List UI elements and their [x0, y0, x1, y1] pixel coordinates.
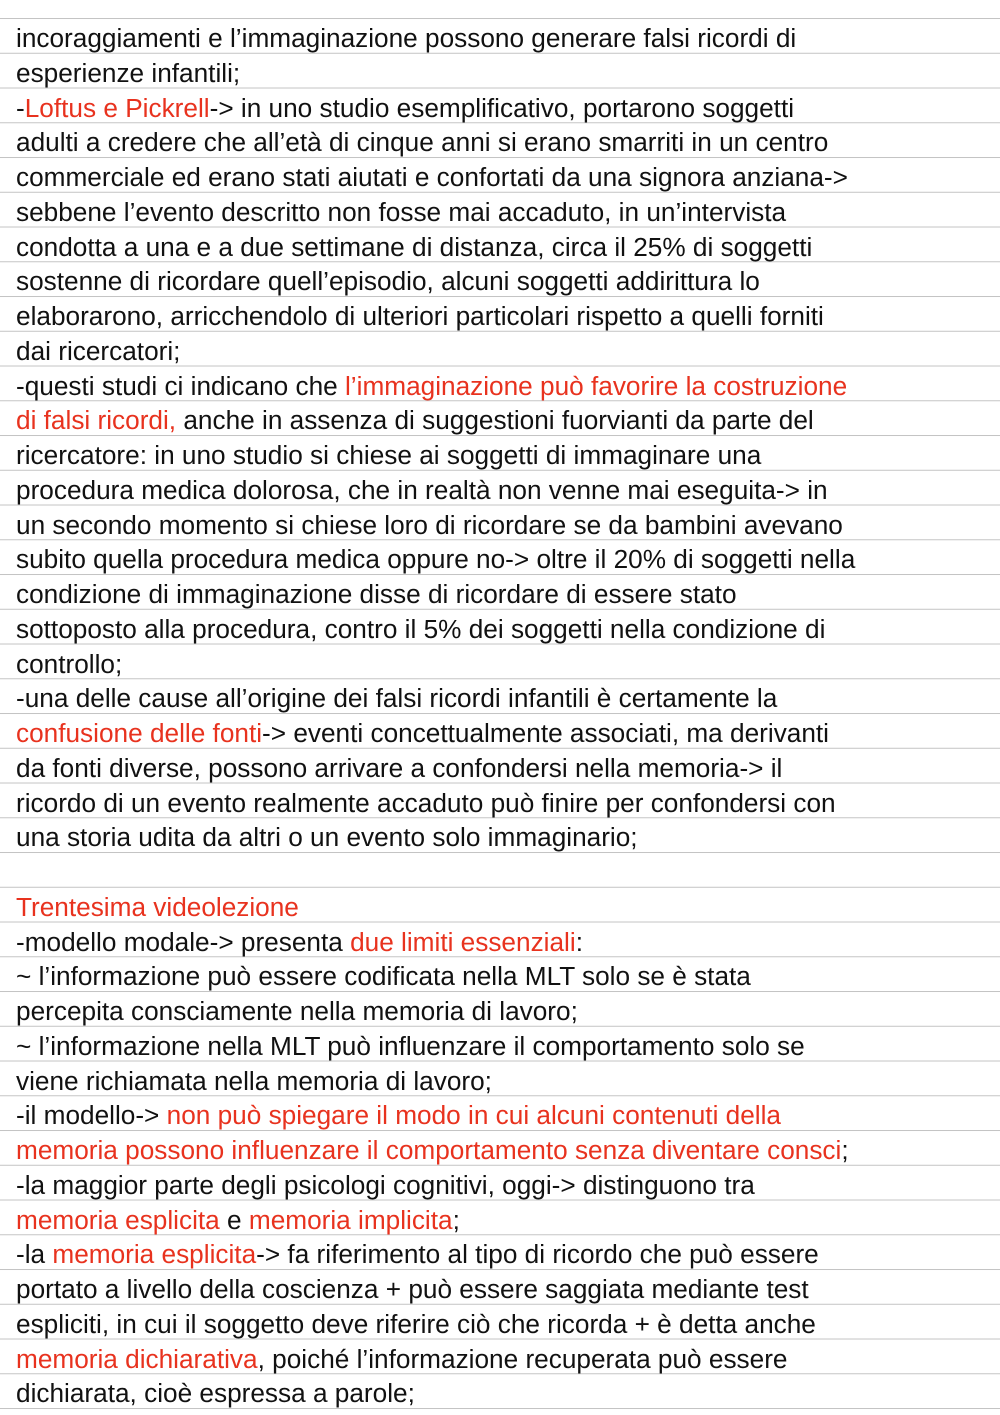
text-line — [16, 716, 1000, 751]
text-line — [16, 508, 1000, 543]
body-text: dichiarata, cioè espressa a parole; — [16, 1378, 415, 1409]
text-line — [16, 369, 1000, 404]
text-line — [16, 890, 1000, 925]
body-text: incoraggiamenti e l’immaginazione possono generare falsi ricordi di — [16, 23, 797, 53]
body-text: sottoposto alla procedura, contro il 5% dei soggetti nella condizione di — [16, 613, 826, 644]
text-line — [16, 1203, 1000, 1238]
body-text: -> eventi concettualmente associati, ma derivanti — [262, 718, 830, 748]
body-text: adulti a credere che all’età di cinque anni si erano smarriti in un centro — [16, 127, 829, 158]
text-line — [16, 160, 1000, 195]
highlighted-text: Trentesima videolezione — [16, 891, 299, 922]
highlighted-text: memoria implicita — [248, 1204, 453, 1235]
text-line — [16, 925, 1000, 960]
text-lines — [16, 21, 1000, 1411]
body-text: un secondo momento si chiese loro di ricordare se da bambini avevano — [16, 509, 843, 540]
text-line — [16, 959, 1000, 994]
body-text: ~ l’informazione può essere codificata nella MLT solo se è stata — [16, 961, 751, 992]
text-line — [16, 91, 1000, 126]
body-text: -> fa riferimento al tipo di ricordo che può essere — [256, 1239, 819, 1270]
body-text: subito quella procedura medica oppure no-> oltre il 20% di soggetti nella — [16, 544, 856, 575]
body-text: dai ricercatori; — [16, 335, 181, 366]
body-text: : — [575, 926, 583, 957]
body-text: -> in uno studio esemplificativo, portarono soggetti — [209, 92, 795, 123]
body-text: ~ l’informazione nella MLT può influenzare il comportamento solo se — [16, 1030, 805, 1061]
highlighted-text: di falsi ricordi, — [16, 405, 177, 436]
body-text: , poiché l’informazione recuperata può essere — [257, 1343, 788, 1374]
body-text: sebbene l’evento descritto non fosse mai accaduto, in un’intervista — [16, 196, 787, 227]
body-text: viene richiamata nella memoria di lavoro; — [16, 1065, 492, 1096]
body-text: procedura medica dolorosa, che in realtà non venne mai eseguita-> in — [16, 474, 828, 505]
text-line — [16, 1133, 1000, 1168]
text-line — [16, 542, 1000, 577]
highlighted-text: memoria dichiarativa — [16, 1343, 258, 1374]
text-line — [16, 1342, 1000, 1377]
body-text: percepita consciamente nella memoria di lavoro; — [16, 996, 578, 1026]
text-line — [16, 195, 1000, 230]
text-line — [16, 751, 1000, 786]
text-line — [16, 403, 1000, 438]
text-line — [16, 1168, 1000, 1203]
text-line — [16, 1098, 1000, 1133]
body-text: commerciale ed erano stati aiutati e confortati da una signora anziana-> — [16, 162, 848, 192]
text-line — [16, 264, 1000, 299]
text-line — [16, 647, 1000, 682]
highlighted-text: l’immaginazione può favorire la costruzione — [344, 370, 848, 401]
blank-line — [16, 855, 1000, 890]
body-text: -una delle cause all’origine dei falsi ricordi infantili è certamente la — [16, 683, 778, 714]
text-line — [16, 820, 1000, 855]
body-text: espliciti, in cui il soggetto deve riferire ciò che ricorda + è detta anche — [16, 1308, 816, 1339]
highlighted-text: confusione delle fonti — [16, 718, 263, 748]
highlighted-text: memoria esplicita — [16, 1204, 220, 1235]
text-line — [16, 1237, 1000, 1272]
body-text: ; — [452, 1204, 460, 1235]
body-text: esperienze infantili; — [16, 57, 241, 88]
body-text: portato a livello della coscienza + può essere saggiata mediante test — [16, 1274, 809, 1304]
body-text: sostenne di ricordare quell’episodio, alcuni soggetti addirittura lo — [16, 266, 760, 297]
body-text: da fonti diverse, possono arrivare a confondersi nella memoria-> il — [16, 752, 783, 783]
text-line — [16, 230, 1000, 265]
body-text: - — [16, 92, 25, 123]
body-text: -modello modale-> presenta — [16, 926, 351, 957]
body-text: ; — [841, 1135, 849, 1165]
body-text: ricercatore: in uno studio si chiese ai soggetti di immaginare una — [16, 440, 762, 470]
text-line — [16, 56, 1000, 91]
text-line — [16, 21, 1000, 56]
body-text: ricordo di un evento realmente accaduto può finire per confondersi con — [16, 787, 836, 818]
text-line — [16, 1307, 1000, 1342]
highlighted-text: memoria esplicita — [52, 1239, 257, 1270]
highlighted-text: Loftus e Pickrell — [24, 92, 210, 123]
body-text: -il modello-> — [16, 1100, 167, 1131]
body-text: condotta a una e a due settimane di distanza, circa il 25% di soggetti — [16, 231, 813, 262]
highlighted-text: non può spiegare il modo in cui alcuni contenuti della — [166, 1100, 781, 1131]
highlighted-text: memoria possono influenzare il comportamento senza diventare consci — [16, 1135, 842, 1165]
text-line — [16, 1029, 1000, 1064]
text-line — [16, 681, 1000, 716]
body-text: e — [219, 1204, 249, 1235]
text-line — [16, 994, 1000, 1029]
body-text: -questi studi ci indicano che — [16, 370, 345, 401]
highlighted-text: due limiti essenziali — [350, 926, 576, 957]
text-line — [16, 1064, 1000, 1099]
text-line — [16, 299, 1000, 334]
text-line — [16, 438, 1000, 473]
body-text: elaborarono, arricchendolo di ulteriori particolari rispetto a quelli forniti — [16, 301, 824, 331]
body-text: anche in assenza di suggestioni fuorvianti da parte del — [176, 405, 814, 436]
text-line — [16, 1272, 1000, 1307]
text-line — [16, 577, 1000, 612]
text-line — [16, 786, 1000, 821]
body-text: -la maggior parte degli psicologi cognitivi, oggi-> distinguono tra — [16, 1169, 755, 1200]
text-line — [16, 612, 1000, 647]
body-text: una storia udita da altri o un evento solo immaginario; — [16, 822, 638, 853]
text-line — [16, 1376, 1000, 1411]
body-text: condizione di immaginazione disse di ricordare di essere stato — [16, 579, 737, 609]
text-line — [16, 334, 1000, 369]
text-line — [16, 125, 1000, 160]
body-text: controllo; — [16, 648, 123, 679]
body-text: -la — [16, 1239, 53, 1270]
text-line — [16, 473, 1000, 508]
